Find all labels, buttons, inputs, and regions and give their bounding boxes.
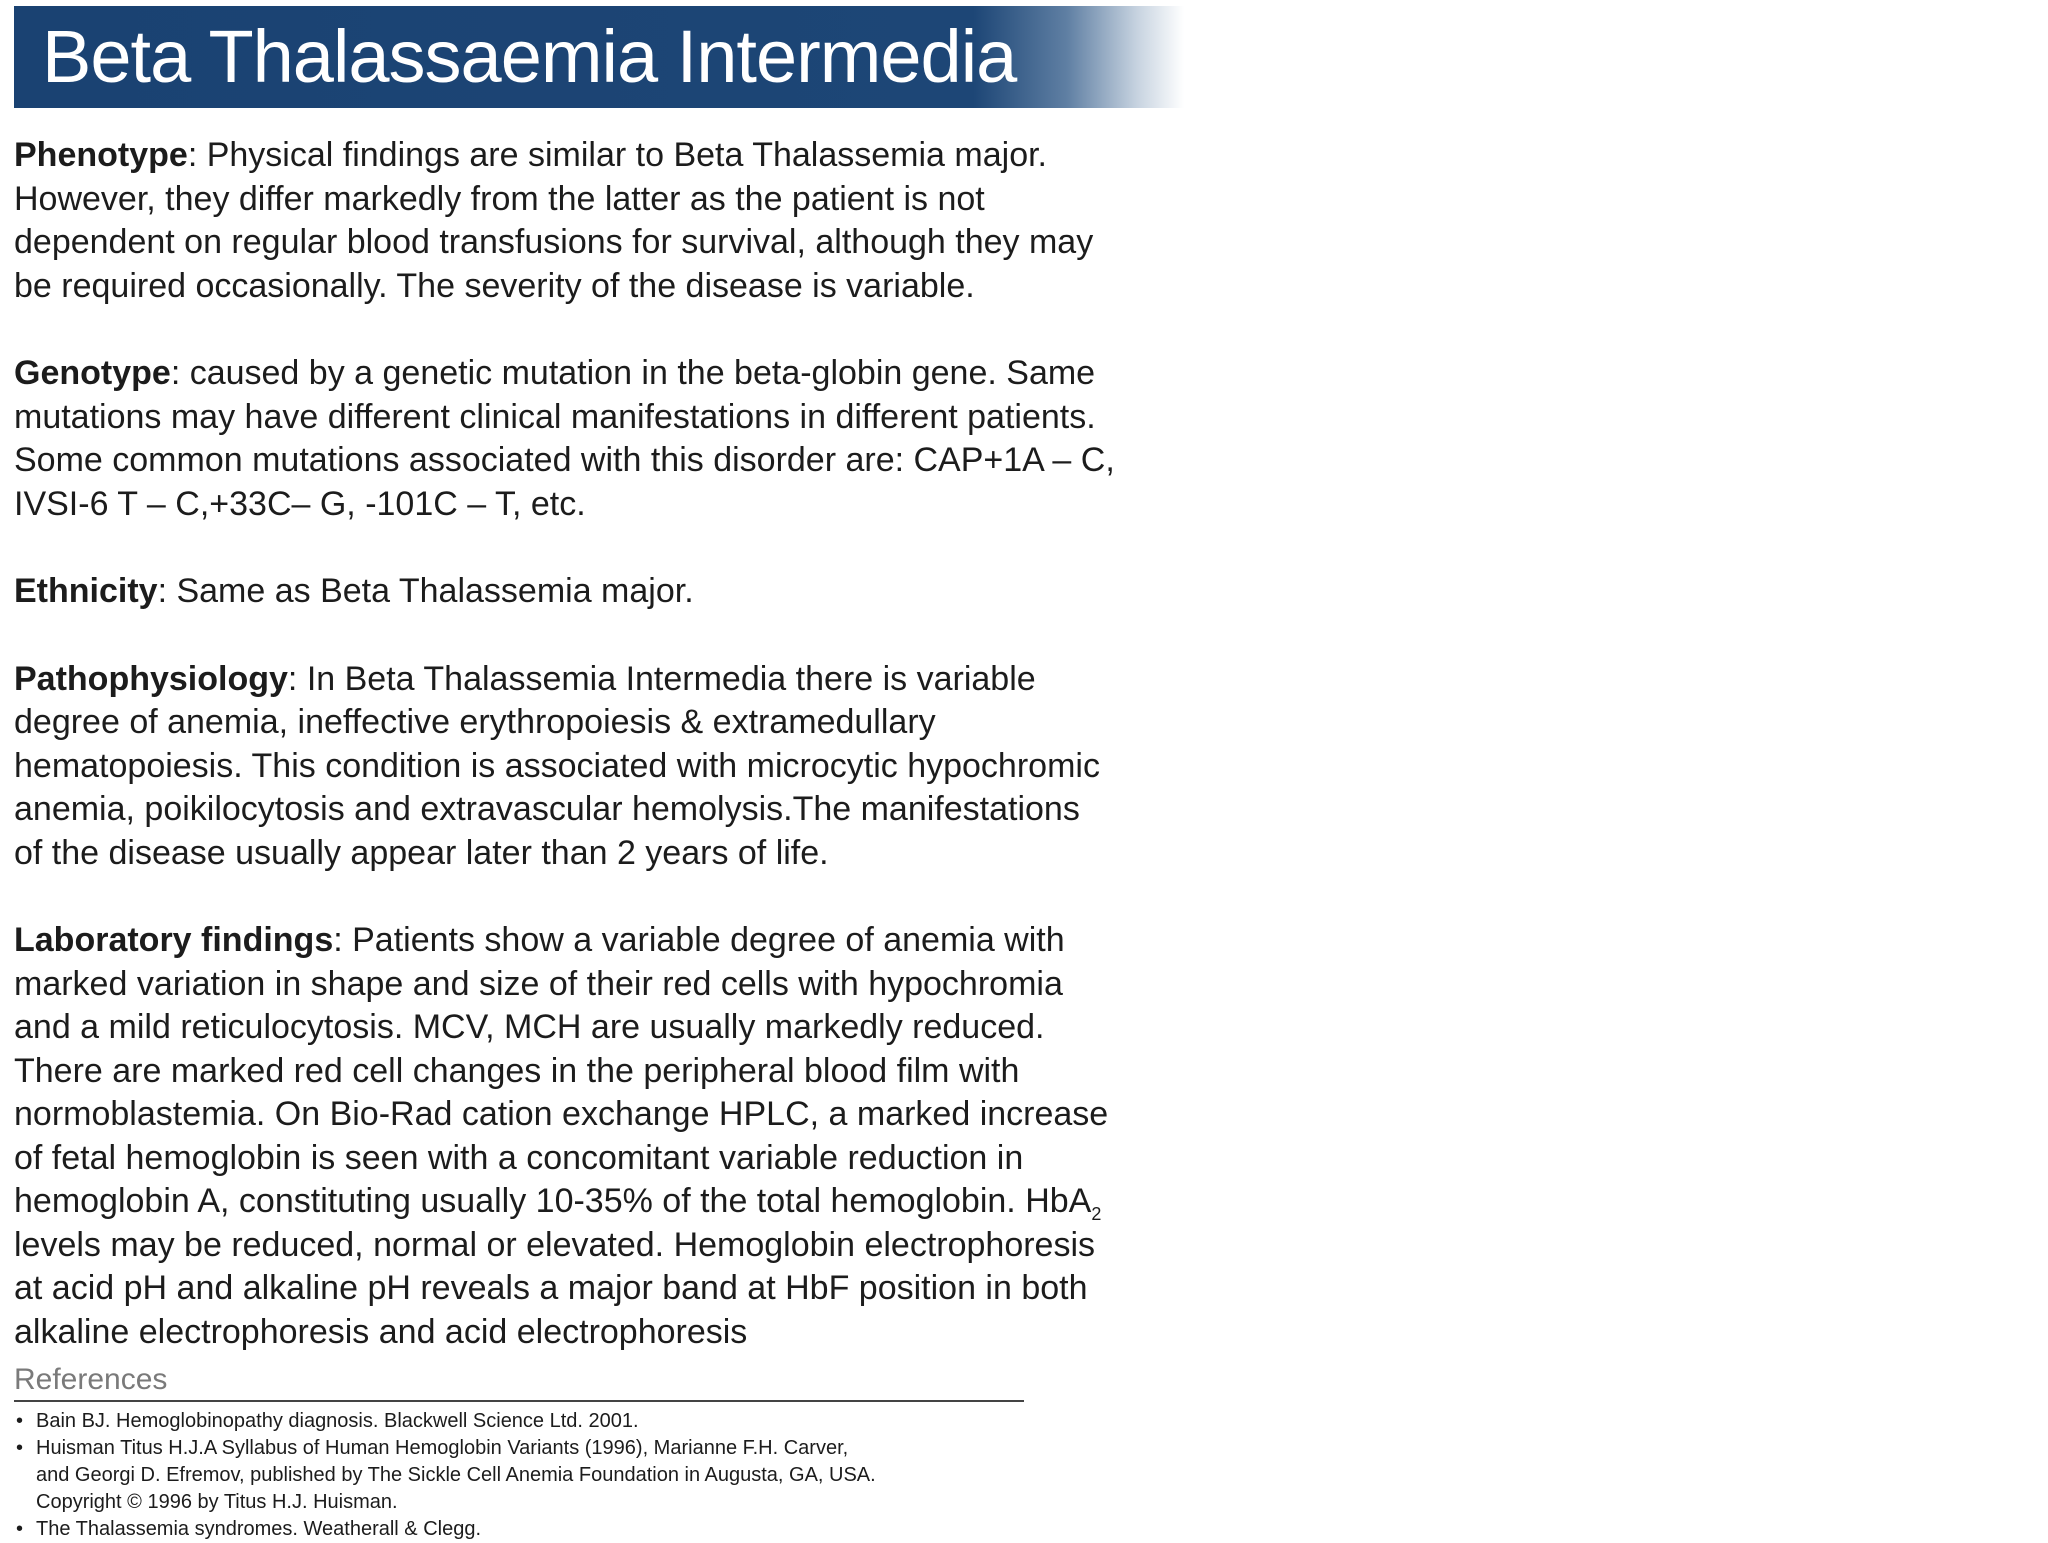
section-line: degree of anemia, ineffective erythropoiesis & extramedullary [14,703,936,741]
section-line: hematopoiesis. This condition is associated with microcytic hypochromic [14,746,1100,785]
section-pathophysiology [14,658,1254,876]
section-line: be required occasionally. The severity of the disease is variable. [14,266,975,305]
references-list [14,1408,1024,1543]
section-term: Genotype [14,354,171,392]
section-line: However, they differ markedly from the latter as the patient is not [14,179,985,218]
section-text: : caused by a genetic mutation in the beta-globin gene. Same [170,354,1096,392]
section-text: : In Beta Thalassemia Intermedia there is variable [287,659,1036,698]
reference-item [14,1408,1024,1435]
section-line: alkaline electrophoresis and acid electrophoresis [14,1312,748,1351]
section-line: There are marked red cell changes in the peripheral blood film with [14,1051,1020,1090]
reference-line: and Georgi D. Efremov, published by The Sickle Cell Anemia Foundation in Augusta, GA, USA. [36,1464,876,1486]
references-section [14,1362,1024,1543]
page-title: Beta Thalassaemia Intermedia [42,15,1017,98]
section-ethnicity [14,570,1254,614]
section-text: : Patients show a variable degree of anemia with [333,921,1065,959]
section-line: at acid pH and alkaline pH reveals a major band at HbF position in both [14,1269,1088,1307]
bullet-icon: • [16,1410,24,1432]
section-line: and a mild reticulocytosis. MCV, MCH are usually markedly reduced. [14,1008,1045,1046]
section-genotype [14,352,1254,526]
section-line: levels may be reduced, normal or elevated. Hemoglobin electrophoresis [14,1225,1096,1264]
reference-line: Copyright © 1996 by Titus H.J. Huisman. [36,1491,398,1513]
section-laboratory-findings [14,919,1254,1354]
reference-line: The Thalassemia syndromes. Weatherall & Clegg. [36,1518,482,1540]
section-line: normoblastemia. On Bio-Rad cation exchange HPLC, a marked increase [14,1095,1109,1133]
section-line: IVSI-6 T – C,+33C– G, -101C – T, etc. [14,484,586,523]
section-line [14,134,1254,178]
section-text: : Same as Beta Thalassemia major. [157,572,694,610]
section-line [14,352,1254,396]
reference-item [14,1435,1024,1516]
section-line: Some common mutations associated with this disorder are: CAP+1A – C, [14,441,1115,479]
section-line: of fetal hemoglobin is seen with a concomitant variable reduction in [14,1138,1024,1177]
section-line [14,658,1254,702]
section-line: dependent on regular blood transfusions for survival, although they may [14,223,1094,261]
reference-line: Huisman Titus H.J.A Syllabus of Human Hemoglobin Variants (1996), Marianne F.H. Carver, [36,1437,849,1459]
section-line: of the disease usually appear later than 2 years of life. [14,833,829,872]
reference-item [14,1516,1024,1543]
title-banner [14,6,1184,108]
section-text: : Physical findings are similar to Beta Thalassemia major. [187,136,1047,174]
section-line: marked variation in shape and size of their red cells with hypochromia [14,964,1063,1003]
section-line: anemia, poikilocytosis and extravascular hemolysis.The manifestations [14,790,1080,828]
section-term: Phenotype [14,136,188,174]
section-term: Pathophysiology [14,659,288,698]
section-line [14,919,1254,963]
section-line [14,570,1254,614]
reference-line: Bain BJ. Hemoglobinopathy diagnosis. Blackwell Science Ltd. 2001. [36,1410,639,1432]
bullet-icon: • [16,1518,24,1540]
section-phenotype [14,134,1254,308]
section-text: hemoglobin A, constituting usually 10-35% of the total hemoglobin. HbA [14,1182,1092,1220]
bullet-icon: • [16,1437,24,1459]
section-line [14,1180,1254,1224]
section-term: Ethnicity [14,572,158,610]
section-term: Laboratory findings [14,921,334,959]
references-heading: References [14,1362,1024,1402]
section-line: mutations may have different clinical manifestations in different patients. [14,397,1096,436]
main-content [14,134,1254,1354]
hba-subscript: 2 [1091,1203,1102,1224]
